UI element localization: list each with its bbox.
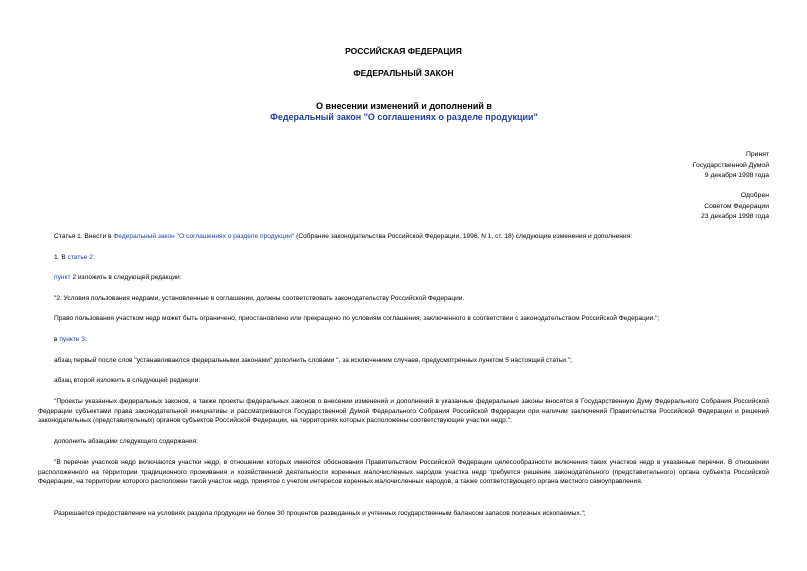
law-title — [250, 101, 558, 123]
article-1-text-b: (Собрание законодательства Российской Федерации, 1996, N 1, ст. 18) следующие изменения и дополнения: — [294, 233, 633, 240]
item-point-2 — [38, 273, 769, 283]
paragraph-right-of-use: Право пользования участком недр может быть ограничено, приостановлено или прекращено по условиям соглашения, заключенного в соответствии с законодательством Российской Федерации."; — [54, 315, 660, 322]
law-title-link[interactable]: Федеральный закон "О соглашениях о разделе продукции" — [270, 112, 538, 122]
article-2-link[interactable]: статье 2 — [67, 254, 93, 261]
adopted-date: 9 декабря 1998 года — [704, 172, 769, 179]
approved-body: Советом Федерации — [704, 202, 769, 210]
paragraph-first-amend: абзац первый после слов "устанавливаются федеральными законами" дополнить словами ", за исключением случаев, предусмотренных пунктом 5 настоящей статьи."; — [54, 357, 572, 364]
approved-block — [701, 191, 769, 223]
adopted-label: Принят — [745, 151, 769, 158]
law-type-heading: ФЕДЕРАЛЬНЫЙ ЗАКОН — [353, 68, 454, 78]
point-3-link[interactable]: пункте 3 — [59, 336, 85, 343]
item-point-3 — [38, 335, 769, 345]
federal-law-link[interactable]: Федеральный закон "О соглашениях о разделе продукции" — [113, 233, 295, 240]
paragraph-bills: "Проекты указанных федеральных законов, а также проекты федеральных законов о внесении изменений и дополнений в указанные федеральные законы вносятся в Государственную Думу Федерального Собрания Российской Федерации субъектами права законодательной инициативы и рассматриваются Государственной Думой Федерального Собрания Российской Федерации при наличии заключений Правительства Российской Федерации и решений законодательных (представительных) органов субъектов Российской Федерации, на территориях которых расположены соответствующие участки недр."; — [38, 398, 769, 425]
item-1 — [38, 253, 769, 263]
point-link[interactable]: пункт — [54, 274, 71, 281]
country-heading: РОССИЙСКАЯ ФЕДЕРАЦИЯ — [345, 46, 462, 56]
paragraph-add-intro: дополнить абзацами следующего содержания: — [54, 438, 198, 445]
paragraph-lists: "В перечни участков недр включаются участки недр, в отношении которых имеются обоснования Правительством Российской Федерации целесообразности включения таких участков недр в указанные перечни. В отношении расположенного на территории традиционного проживания и хозяйственной деятельности коренных малочисленных народов участка недр требуется решение законодательного (представительного) органа субъекта Российской Федерации, на территории которого расположен такой участок недр, принятое с учетом интересов коренных малочисленных народов, а также соответствующего органа местного самоуправления. — [38, 459, 769, 486]
item-point-3-text-a: в — [54, 336, 60, 343]
item-point-3-text-b: : — [84, 336, 87, 343]
item-1-text-b: : — [92, 254, 95, 261]
adopted-body: Государственной Думой — [692, 161, 769, 169]
approved-label: Одобрен — [740, 192, 769, 199]
paragraph-conditions: "2. Условия пользования недрами, установленные в соглашении, должны соответствовать законодательству Российской Федерации. — [54, 295, 465, 302]
paragraph-30-percent: Разрешается предоставление на условиях раздела продукции не более 30 процентов разведанных и учтенных государственным балансом запасов полезных ископаемых."; — [54, 510, 586, 517]
adopted-block — [693, 150, 769, 182]
law-title-text: О внесении изменений и дополнений в — [316, 101, 492, 111]
article-1-text-a: Статья 1. Внести в — [54, 233, 114, 240]
item-point-2-text: 2 изложить в следующей редакции: — [70, 274, 182, 281]
approved-date: 23 декабря 1998 года — [701, 213, 769, 220]
paragraph-second-intro: абзац второй изложить в следующей редакции: — [54, 377, 201, 384]
article-1-intro — [38, 232, 769, 242]
item-1-text-a: 1. В — [54, 254, 68, 261]
